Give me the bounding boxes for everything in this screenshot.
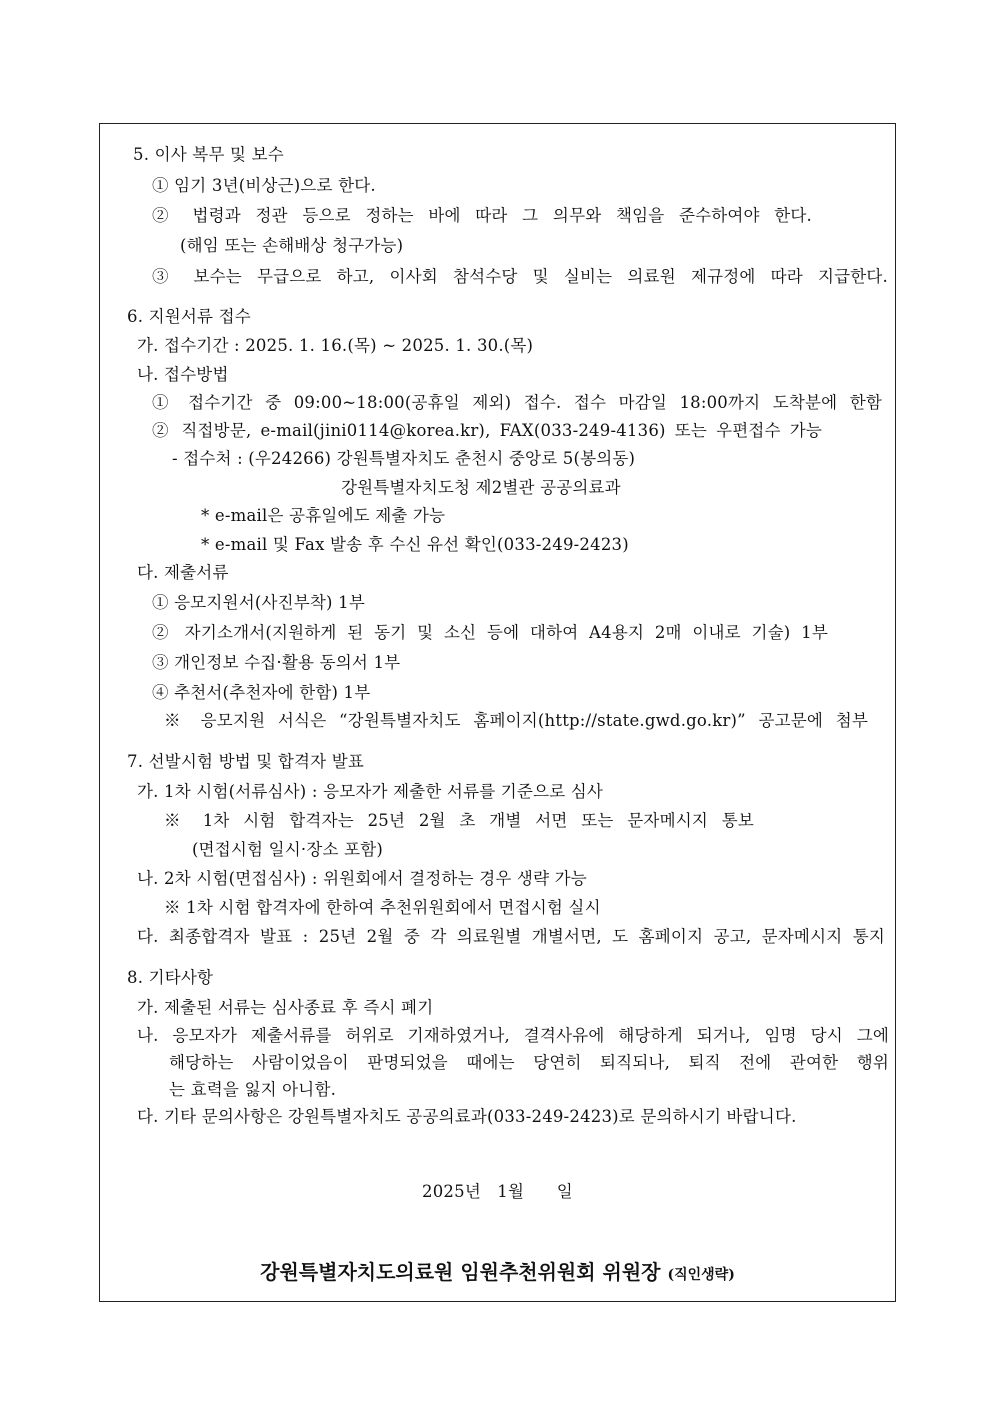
section-6-title: 6. 지원서류 접수	[127, 307, 251, 326]
s7-ga-note-1: ※ 1차 시험 합격자는 25년 2월 초 개별 서면 또는 문자메시지 통보	[164, 811, 754, 830]
s6-da-3: ③ 개인정보 수집·활용 동의서 1부	[152, 653, 401, 672]
s7-na-note: ※ 1차 시험 합격자에 한하여 추천위원회에서 면접시험 실시	[164, 898, 601, 917]
s5-item-3: ③ 보수는 무급으로 하고, 이사회 참석수당 및 실비는 의료원 제규정에 따라 지급한다.	[152, 267, 888, 286]
s6-da-2: ② 자기소개서(지원하게 된 동기 및 소신 등에 대하여 A4용지 2매 이내로 기술) 1부	[152, 623, 828, 642]
s8-na-line-3: 는 효력을 잃지 아니함.	[169, 1080, 337, 1099]
signer-title: 강원특별자치도의료원 임원추천위원회 위원장	[260, 1260, 661, 1284]
document-frame	[99, 123, 896, 1302]
s6-na: 나. 접수방법	[137, 365, 229, 384]
section-7-title: 7. 선발시험 방법 및 합격자 발표	[127, 752, 365, 771]
s6-da-4: ④ 추천서(추천자에 한함) 1부	[152, 683, 371, 702]
s7-ga: 가. 1차 시험(서류심사) : 응모자가 제출한 서류를 기준으로 심사	[137, 782, 604, 801]
s8-ga: 가. 제출된 서류는 심사종료 후 즉시 폐기	[137, 998, 434, 1017]
s8-na-line-2: 해당하는 사람이었음이 판명되었을 때에는 당연히 퇴직되나, 퇴직 전에 관여한 행위	[169, 1053, 889, 1072]
document-date: 2025년 1월 일	[422, 1182, 573, 1201]
s7-da: 다. 최종합격자 발표 : 25년 2월 중 각 의료원별 개별서면, 도 홈페이지 공고, 문자메시지 통지	[137, 927, 885, 946]
s7-na: 나. 2차 시험(면접심사) : 위원회에서 결정하는 경우 생략 가능	[137, 869, 587, 888]
s6-reference-note: ※ 응모지원 서식은 “강원특별자치도 홈페이지(http://state.gwd.go.kr)” 공고문에 첨부	[164, 711, 868, 730]
s8-na-line-1: 나. 응모자가 제출서류를 허위로 기재하였거나, 결격사유에 해당하게 되거나, 임명 당시 그에	[137, 1026, 889, 1045]
s8-da: 다. 기타 문의사항은 강원특별자치도 공공의료과(033-249-2423)로 문의하시기 바랍니다.	[137, 1107, 797, 1126]
s6-note-1: * e-mail은 공휴일에도 제출 가능	[201, 506, 446, 525]
seal-omitted-note: (직인생략)	[667, 1267, 735, 1283]
s6-ga: 가. 접수기간 : 2025. 1. 16.(목) ~ 2025. 1. 30.(목)	[137, 336, 534, 355]
s7-ga-note-2: (면접시험 일시·장소 포함)	[192, 840, 383, 859]
s6-note-2: * e-mail 및 Fax 발송 후 수신 유선 확인(033-249-2423)	[201, 535, 629, 554]
s5-item-1: ① 임기 3년(비상근)으로 한다.	[152, 176, 376, 195]
s6-na-2: ② 직접방문, e-mail(jini0114@korea.kr), FAX(033-249-4136) 또는 우편접수 가능	[152, 421, 822, 440]
s6-na-1: ① 접수기간 중 09:00~18:00(공휴일 제외) 접수. 접수 마감일 18:00까지 도착분에 한함	[152, 393, 882, 412]
s5-item-2: ② 법령과 정관 등으로 정하는 바에 따라 그 의무와 책임을 준수하여야 한다.	[152, 206, 812, 225]
section-5-title: 5. 이사 복무 및 보수	[133, 145, 284, 164]
s6-da-1: ① 응모지원서(사진부착) 1부	[152, 593, 365, 612]
s6-address-1: - 접수처 : (우24266) 강원특별자치도 춘천시 중앙로 5(봉의동)	[172, 449, 636, 468]
s6-da: 다. 제출서류	[137, 563, 229, 582]
s6-address-2: 강원특별자치도청 제2별관 공공의료과	[341, 478, 621, 497]
section-8-title: 8. 기타사항	[127, 968, 214, 987]
s5-item-2-note: (해임 또는 손해배상 청구가능)	[180, 236, 404, 255]
signature-line	[100, 1256, 895, 1285]
